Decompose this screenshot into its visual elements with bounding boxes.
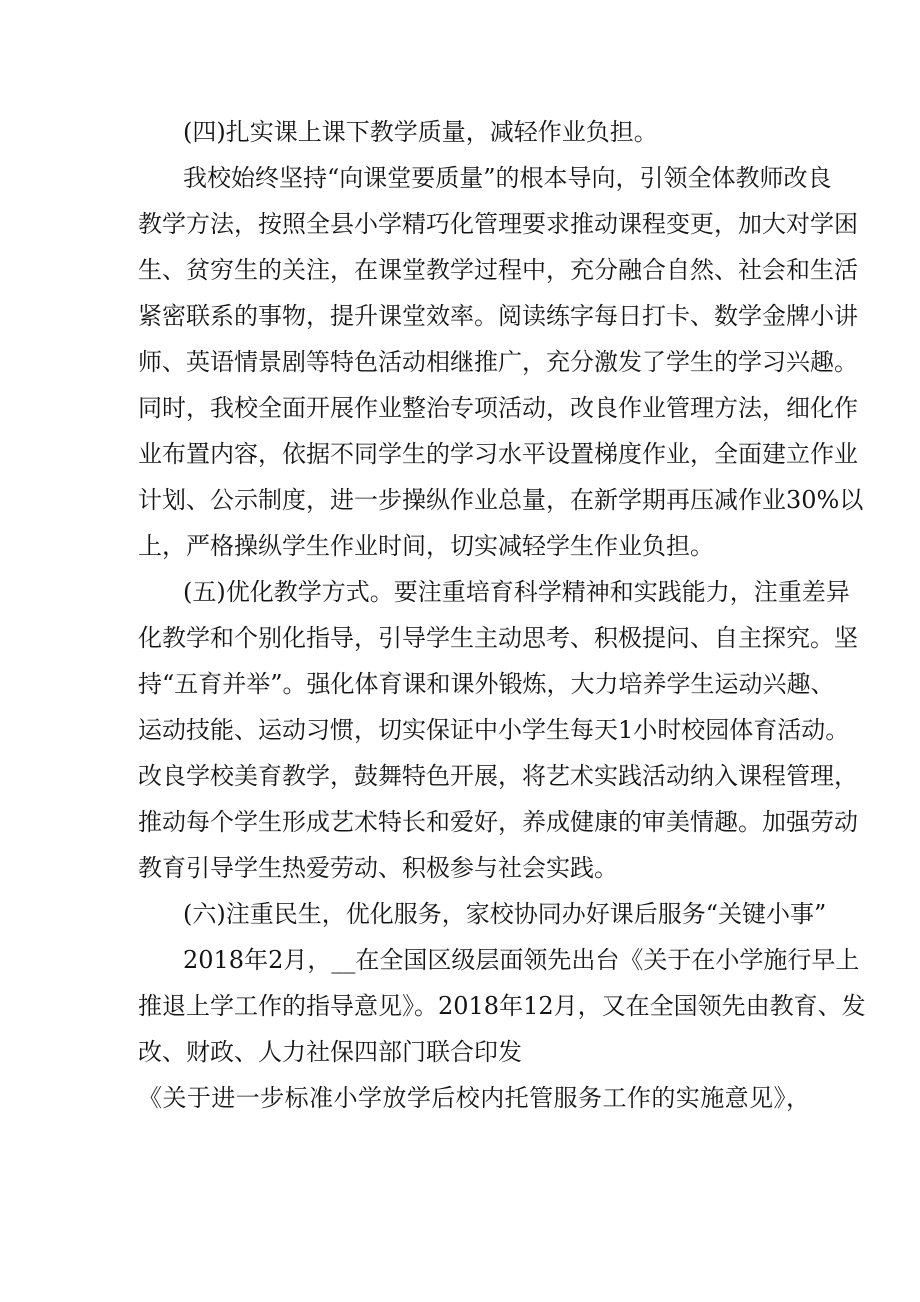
text-line: 推动每个学生形成艺术特长和爱好，养成健康的审美情趣。加强劳动 (138, 808, 858, 836)
text-line: (四)扎实课上课下教学质量，减轻作业负担。 (183, 118, 658, 146)
text-line: 教育引导学生热爱劳动、积极参与社会实践。 (138, 854, 618, 882)
text-line: (六)注重民生，优化服务，家校协同办好课后服务“关键小事” (183, 900, 827, 928)
text-line: 上，严格操纵学生作业时间，切实减轻学生作业负担。 (138, 532, 714, 560)
text-line: 师、英语情景剧等特色活动相继推广，充分激发了学生的学习兴趣。 (138, 348, 858, 376)
text-line: 2018年2月，__在全国区级层面领先出台《关于在小学施行早上 (183, 946, 860, 974)
text-line: 教学方法，按照全县小学精巧化管理要求推动课程变更，加大对学困 (138, 210, 858, 238)
text-line: 生、贫穷生的关注，在课堂教学过程中，充分融合自然、社会和生活 (138, 256, 858, 284)
text-line: (五)优化教学方式。要注重培育科学精神和实践能力，注重差异 (183, 578, 850, 606)
text-line: 改、财政、人力社保四部门联合印发 (138, 1038, 522, 1066)
text-line: 推退上学工作的指导意见》。2018年12月，又在全国领先由教育、发 (138, 992, 866, 1020)
text-line: 同时，我校全面开展作业整治专项活动，改良作业管理方法，细化作 (138, 394, 858, 422)
text-line: 业布置内容，依据不同学生的学习水平设置梯度作业，全面建立作业 (138, 440, 858, 468)
text-line: 计划、公示制度，进一步操纵作业总量，在新学期再压减作业30%以 (138, 486, 864, 514)
text-line: 化教学和个别化指导，引导学生主动思考、积极提问、自主探究。坚 (138, 624, 858, 652)
document-body (138, 109, 866, 1121)
text-line: 运动技能、运动习惯，切实保证中小学生每天1小时校园体育活动。 (138, 716, 850, 744)
text-line: 紧密联系的事物，提升课堂效率。阅读练字每日打卡、数学金牌小讲 (138, 302, 858, 330)
text-line: 《关于进一步标准小学放学后校内托管服务工作的实施意见》， (138, 1084, 810, 1112)
text-line: 我校始终坚持“向课堂要质量”的根本导向，引领全体教师改良 (183, 164, 832, 192)
text-line: 改良学校美育教学，鼓舞特色开展，将艺术实践活动纳入课程管理， (138, 762, 858, 790)
text-line: 持“五育并举”。强化体育课和课外锻炼，大力培养学生运动兴趣、 (138, 670, 835, 698)
